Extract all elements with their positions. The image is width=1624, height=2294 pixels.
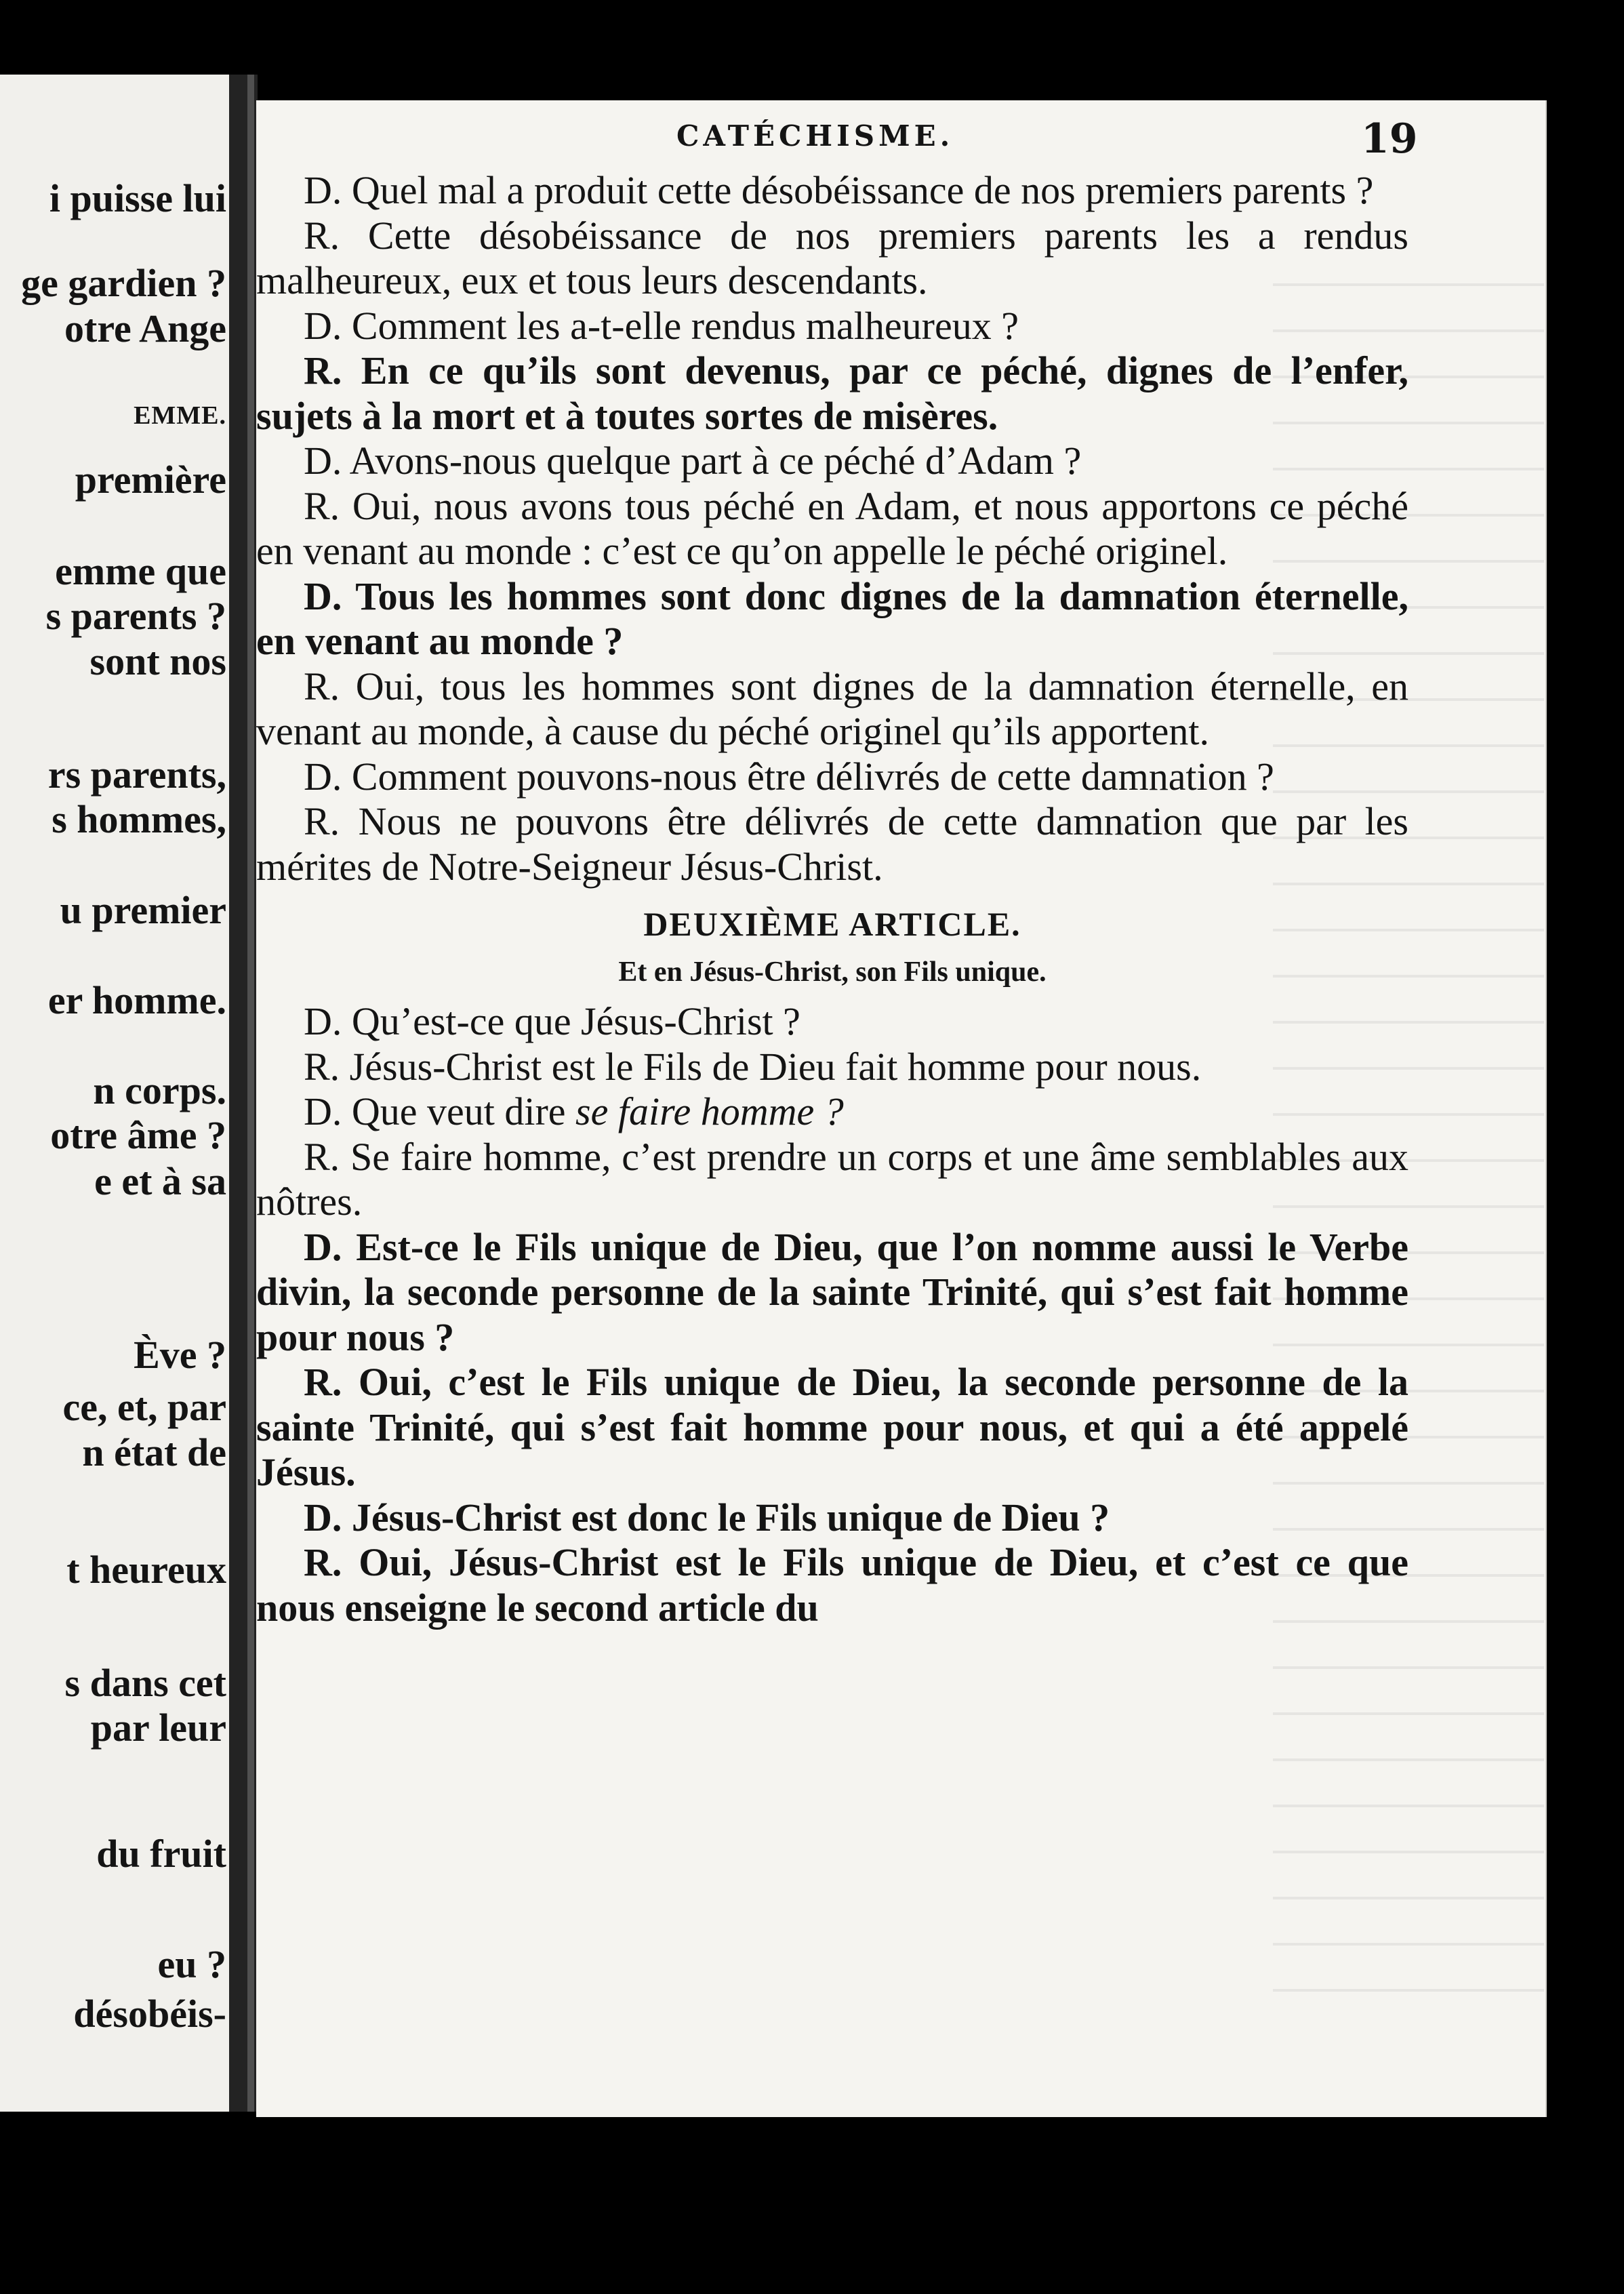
paragraph: R. Oui, c’est le Fils unique de Dieu, la seconde personne de la sainte Trinité, qui s’est fait homme pour nous, et qui a été appelé Jésus. bbox=[256, 1360, 1408, 1494]
right-page bbox=[256, 100, 1547, 2117]
section-title: DEUXIÈME ARTICLE. bbox=[643, 905, 1021, 943]
left-line: désobéis- bbox=[73, 1992, 226, 2036]
paragraph: D. Avons-nous quelque part à ce péché d’Adam ? bbox=[304, 439, 1082, 483]
left-line: otre âme ? bbox=[50, 1113, 226, 1157]
paragraph: R. Nous ne pouvons être délivrés de cette damnation que par les mérites de Notre-Seigneur Jésus-Christ. bbox=[256, 799, 1408, 889]
gutter-shadow bbox=[247, 75, 254, 2112]
left-line: i puisse lui bbox=[49, 176, 226, 220]
left-line: er homme. bbox=[47, 978, 226, 1022]
paragraph: D. Tous les hommes sont donc dignes de la damnation éternelle, en venant au monde ? bbox=[256, 574, 1408, 663]
paragraph: R. Cette désobéissance de nos premiers parents les a rendus malheureux, eux et tous leurs descendants. bbox=[256, 213, 1408, 302]
left-line: emme que bbox=[55, 549, 226, 593]
catechism-text bbox=[256, 168, 1408, 1630]
left-line: t heureux bbox=[66, 1548, 226, 1592]
left-line: s parents ? bbox=[45, 594, 226, 638]
left-line: Ève ? bbox=[134, 1333, 226, 1377]
left-line: otre Ange bbox=[64, 306, 226, 350]
paragraph: R. En ce qu’ils sont devenus, par ce péché, dignes de l’enfer, sujets à la mort et à toutes sortes de misères. bbox=[256, 348, 1408, 438]
left-line: sont nos bbox=[89, 639, 226, 683]
page-number: 19 bbox=[1361, 115, 1418, 163]
paragraph: R. Oui, tous les hommes sont dignes de la damnation éternelle, en venant au monde, à cause du péché originel qu’ils apportent. bbox=[256, 664, 1408, 753]
running-title: CATÉCHISME. bbox=[676, 119, 954, 153]
page-header bbox=[256, 115, 1545, 163]
paragraph: D. Qu’est-ce que Jésus-Christ ? bbox=[304, 999, 800, 1043]
section-subtitle: Et en Jésus-Christ, son Fils unique. bbox=[618, 957, 1047, 988]
left-line: par leur bbox=[90, 1706, 226, 1750]
left-line: EMME. bbox=[134, 401, 226, 430]
left-line: ce, et, par bbox=[62, 1385, 226, 1429]
paragraph: R. Oui, Jésus-Christ est le Fils unique de Dieu, et c’est ce que nous enseigne le second article du bbox=[256, 1540, 1408, 1630]
left-line: e et à sa bbox=[94, 1159, 226, 1203]
emphasized-phrase: se faire homme ? bbox=[575, 1089, 844, 1133]
left-page-fragment bbox=[0, 75, 245, 2112]
left-line: eu ? bbox=[157, 1942, 226, 1986]
paragraph: R. Se faire homme, c’est prendre un corps et une âme semblables aux nôtres. bbox=[256, 1134, 1408, 1224]
paragraph-lead: D. Que veut dire bbox=[304, 1089, 576, 1133]
left-line: rs parents, bbox=[47, 752, 226, 797]
paragraph: D. Est-ce le Fils unique de Dieu, que l’on nomme aussi le Verbe divin, la seconde personne de la sainte Trinité, qui s’est fait homme pour nous ? bbox=[256, 1224, 1408, 1359]
paragraph: D. Jésus-Christ est donc le Fils unique de Dieu ? bbox=[304, 1495, 1110, 1540]
paragraph: D. Comment pouvons-nous être délivrés de cette damnation ? bbox=[304, 754, 1274, 799]
paragraph: D. Quel mal a produit cette désobéissance de nos premiers parents ? bbox=[304, 168, 1374, 212]
left-line: n état de bbox=[82, 1430, 226, 1474]
left-line: s dans cet bbox=[64, 1661, 226, 1705]
left-line: n corps. bbox=[93, 1068, 226, 1112]
paragraph: R. Jésus-Christ est le Fils de Dieu fait homme pour nous. bbox=[304, 1044, 1202, 1089]
left-line: s hommes, bbox=[52, 797, 226, 841]
paragraph-with-emphasis bbox=[256, 1089, 1408, 1135]
paragraph: D. Comment les a-t-elle rendus malheureux ? bbox=[304, 303, 1019, 348]
left-line: du fruit bbox=[96, 1832, 226, 1876]
left-line: ge gardien ? bbox=[21, 261, 226, 305]
left-line: première bbox=[75, 458, 226, 502]
paragraph: R. Oui, nous avons tous péché en Adam, et nous apportons ce péché en venant au monde : c’est ce qu’on appelle le péché originel. bbox=[256, 483, 1408, 573]
left-line: u premier bbox=[60, 888, 226, 932]
